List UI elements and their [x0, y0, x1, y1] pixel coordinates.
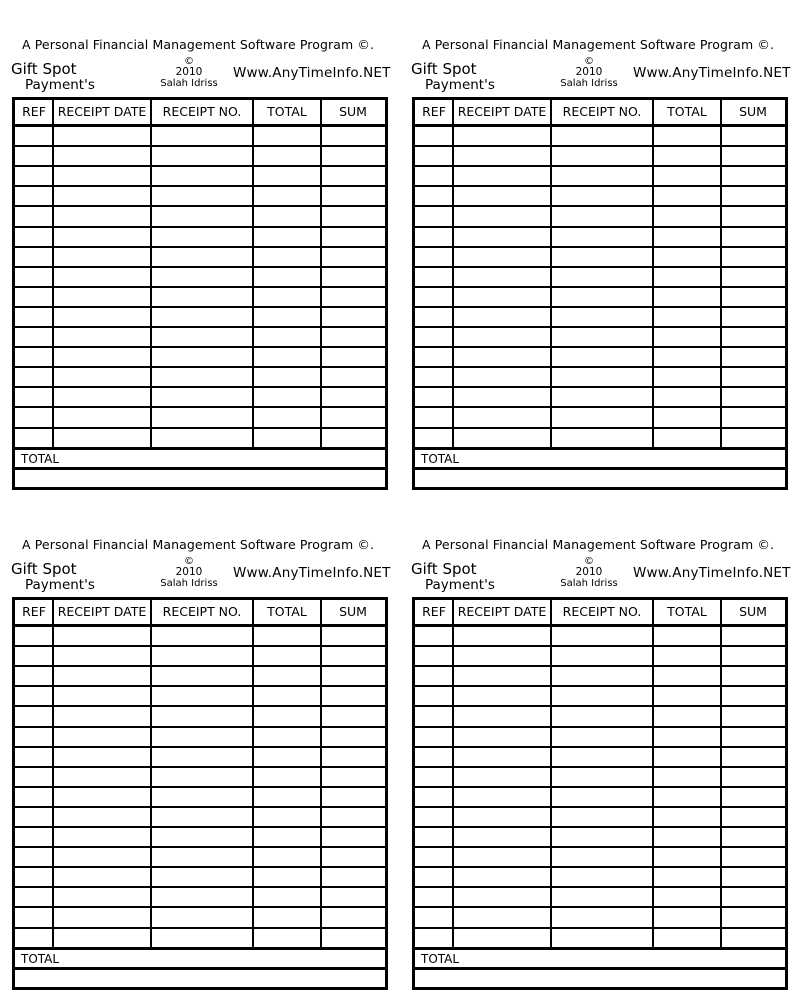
- col-head-total: TOTAL: [267, 604, 307, 619]
- col-head-sum: SUM: [739, 604, 767, 619]
- row-divider: [415, 205, 785, 207]
- table-header-row: [415, 600, 785, 627]
- col-head-receipt-date: RECEIPT DATE: [457, 604, 547, 619]
- row-divider: [415, 906, 785, 908]
- copyright-block: [556, 556, 622, 589]
- ledger-table: [12, 597, 388, 990]
- total-label: TOTAL: [21, 452, 60, 466]
- app-subtitle: Payment's: [25, 577, 95, 593]
- row-divider: [415, 826, 785, 828]
- table-row[interactable]: [415, 328, 785, 346]
- row-divider: [15, 266, 385, 268]
- row-divider: [15, 846, 385, 848]
- table-row[interactable]: [15, 848, 385, 866]
- row-divider: [415, 366, 785, 368]
- total-row[interactable]: [15, 449, 385, 469]
- col-head-total: TOTAL: [667, 104, 707, 119]
- table-row[interactable]: [15, 228, 385, 246]
- table-row[interactable]: [415, 667, 785, 685]
- website-link: Www.AnyTimeInfo.NET: [233, 565, 391, 581]
- table-row[interactable]: [15, 248, 385, 266]
- total-row[interactable]: [15, 949, 385, 969]
- table-row[interactable]: [15, 388, 385, 406]
- col-head-sum: SUM: [339, 104, 367, 119]
- total-value-row[interactable]: [415, 470, 785, 487]
- table-row[interactable]: [15, 429, 385, 447]
- row-divider: [15, 927, 385, 929]
- row-divider: [15, 406, 385, 408]
- row-divider: [15, 205, 385, 207]
- copyright-author: Salah Idriss: [560, 578, 618, 589]
- table-row[interactable]: [15, 768, 385, 786]
- row-divider: [15, 165, 385, 167]
- table-row[interactable]: [15, 268, 385, 286]
- col-head-sum: SUM: [339, 604, 367, 619]
- table-row[interactable]: [415, 728, 785, 746]
- row-divider: [15, 226, 385, 228]
- col-head-ref: REF: [22, 104, 46, 119]
- table-row[interactable]: [415, 368, 785, 386]
- table-row[interactable]: [415, 388, 785, 406]
- total-row[interactable]: [415, 449, 785, 469]
- website-link: Www.AnyTimeInfo.NET: [233, 65, 391, 81]
- row-divider: [415, 286, 785, 288]
- app-title: Gift Spot: [411, 60, 477, 78]
- row-divider: [415, 427, 785, 429]
- table-header-row: [415, 100, 785, 127]
- col-head-receipt-no: RECEIPT NO.: [162, 604, 242, 619]
- table-row[interactable]: [415, 207, 785, 225]
- copyright-year: 2010: [575, 66, 603, 78]
- table-row[interactable]: [415, 288, 785, 306]
- row-divider: [415, 645, 785, 647]
- website-link: Www.AnyTimeInfo.NET: [633, 565, 791, 581]
- ledger-table: [412, 597, 788, 990]
- table-row[interactable]: [15, 348, 385, 366]
- row-divider: [415, 346, 785, 348]
- copyright-year: 2010: [175, 566, 203, 578]
- row-divider: [415, 165, 785, 167]
- copyright-author: Salah Idriss: [160, 578, 218, 589]
- row-divider: [15, 326, 385, 328]
- table-row[interactable]: [415, 808, 785, 826]
- row-divider: [415, 786, 785, 788]
- copyright-year: 2010: [175, 66, 203, 78]
- row-divider: [415, 866, 785, 868]
- app-subtitle: Payment's: [25, 77, 95, 93]
- table-row[interactable]: [415, 888, 785, 906]
- table-row[interactable]: [15, 828, 385, 846]
- row-divider: [15, 427, 385, 429]
- table-row[interactable]: [15, 187, 385, 205]
- total-label: TOTAL: [421, 452, 460, 466]
- table-row[interactable]: [415, 828, 785, 846]
- row-divider: [15, 306, 385, 308]
- total-row[interactable]: [415, 949, 785, 969]
- row-divider: [415, 705, 785, 707]
- row-divider: [15, 866, 385, 868]
- copyright-symbol: ©: [184, 556, 194, 567]
- table-row[interactable]: [15, 908, 385, 926]
- program-line: A Personal Financial Management Software Program ©.: [422, 37, 775, 52]
- table-row[interactable]: [415, 687, 785, 705]
- payment-sheet: [410, 34, 790, 504]
- row-divider: [415, 386, 785, 388]
- row-divider: [15, 886, 385, 888]
- ledger-table: [412, 97, 788, 490]
- table-row[interactable]: [15, 667, 385, 685]
- row-divider: [415, 886, 785, 888]
- table-row[interactable]: [15, 647, 385, 665]
- table-row[interactable]: [15, 207, 385, 225]
- col-head-ref: REF: [422, 104, 446, 119]
- row-divider: [15, 366, 385, 368]
- row-divider: [15, 705, 385, 707]
- row-divider: [15, 826, 385, 828]
- table-row[interactable]: [15, 127, 385, 145]
- copyright-block: [156, 556, 222, 589]
- app-subtitle: Payment's: [425, 577, 495, 593]
- row-divider: [15, 726, 385, 728]
- table-row[interactable]: [415, 127, 785, 145]
- row-divider: [415, 266, 785, 268]
- row-divider: [15, 286, 385, 288]
- copyright-symbol: ©: [184, 56, 194, 67]
- table-row[interactable]: [15, 929, 385, 947]
- table-row[interactable]: [15, 728, 385, 746]
- table-row[interactable]: [15, 868, 385, 886]
- row-divider: [415, 685, 785, 687]
- app-title: Gift Spot: [11, 560, 77, 578]
- copyright-symbol: ©: [584, 556, 594, 567]
- table-row[interactable]: [15, 308, 385, 326]
- table-row[interactable]: [415, 748, 785, 766]
- row-divider: [415, 185, 785, 187]
- row-divider: [15, 346, 385, 348]
- copyright-author: Salah Idriss: [160, 78, 218, 89]
- col-head-receipt-no: RECEIPT NO.: [562, 104, 642, 119]
- table-row[interactable]: [15, 408, 385, 426]
- row-divider: [15, 746, 385, 748]
- table-row[interactable]: [15, 808, 385, 826]
- row-divider: [415, 406, 785, 408]
- website-link: Www.AnyTimeInfo.NET: [633, 65, 791, 81]
- row-divider: [415, 326, 785, 328]
- row-divider: [15, 806, 385, 808]
- col-head-receipt-date: RECEIPT DATE: [457, 104, 547, 119]
- table-row[interactable]: [415, 627, 785, 645]
- copyright-author: Salah Idriss: [560, 78, 618, 89]
- row-divider: [15, 906, 385, 908]
- row-divider: [415, 766, 785, 768]
- table-row[interactable]: [415, 647, 785, 665]
- table-row[interactable]: [415, 268, 785, 286]
- table-header-row: [15, 100, 385, 127]
- table-row[interactable]: [15, 707, 385, 725]
- table-row[interactable]: [415, 147, 785, 165]
- table-row[interactable]: [415, 248, 785, 266]
- col-head-receipt-date: RECEIPT DATE: [57, 104, 147, 119]
- program-line: A Personal Financial Management Software Program ©.: [22, 537, 375, 552]
- row-divider: [415, 726, 785, 728]
- table-row[interactable]: [415, 308, 785, 326]
- ledger-table: [12, 97, 388, 490]
- row-divider: [15, 145, 385, 147]
- table-row[interactable]: [415, 348, 785, 366]
- table-row[interactable]: [15, 167, 385, 185]
- table-row[interactable]: [415, 929, 785, 947]
- row-divider: [415, 806, 785, 808]
- row-divider: [415, 846, 785, 848]
- row-divider: [415, 226, 785, 228]
- row-divider: [15, 685, 385, 687]
- payment-sheet: [10, 534, 390, 1004]
- table-row[interactable]: [415, 228, 785, 246]
- row-divider: [15, 766, 385, 768]
- row-divider: [415, 145, 785, 147]
- row-divider: [415, 746, 785, 748]
- table-row[interactable]: [15, 288, 385, 306]
- row-divider: [15, 645, 385, 647]
- table-row[interactable]: [415, 788, 785, 806]
- table-row[interactable]: [15, 687, 385, 705]
- table-row[interactable]: [415, 429, 785, 447]
- col-head-ref: REF: [422, 604, 446, 619]
- row-divider: [415, 927, 785, 929]
- col-head-receipt-no: RECEIPT NO.: [562, 604, 642, 619]
- row-divider: [15, 386, 385, 388]
- copyright-symbol: ©: [584, 56, 594, 67]
- app-title: Gift Spot: [411, 560, 477, 578]
- row-divider: [415, 246, 785, 248]
- app-subtitle: Payment's: [425, 77, 495, 93]
- row-divider: [15, 246, 385, 248]
- program-line: A Personal Financial Management Software Program ©.: [422, 537, 775, 552]
- total-value-row[interactable]: [415, 970, 785, 987]
- col-head-total: TOTAL: [267, 104, 307, 119]
- table-row[interactable]: [15, 368, 385, 386]
- row-divider: [415, 306, 785, 308]
- col-head-sum: SUM: [739, 104, 767, 119]
- row-divider: [15, 185, 385, 187]
- total-label: TOTAL: [421, 952, 460, 966]
- copyright-block: [156, 56, 222, 89]
- table-row[interactable]: [415, 768, 785, 786]
- table-row[interactable]: [415, 848, 785, 866]
- table-row[interactable]: [415, 707, 785, 725]
- table-header-row: [15, 600, 385, 627]
- col-head-total: TOTAL: [667, 604, 707, 619]
- row-divider: [15, 665, 385, 667]
- total-label: TOTAL: [21, 952, 60, 966]
- table-row[interactable]: [415, 908, 785, 926]
- col-head-receipt-no: RECEIPT NO.: [162, 104, 242, 119]
- app-title: Gift Spot: [11, 60, 77, 78]
- table-row[interactable]: [15, 147, 385, 165]
- copyright-year: 2010: [575, 566, 603, 578]
- total-value-row[interactable]: [15, 470, 385, 487]
- total-value-row[interactable]: [15, 970, 385, 987]
- table-row[interactable]: [415, 167, 785, 185]
- table-row[interactable]: [415, 868, 785, 886]
- program-line: A Personal Financial Management Software Program ©.: [22, 37, 375, 52]
- row-divider: [415, 665, 785, 667]
- payment-sheet: [410, 534, 790, 1004]
- copyright-block: [556, 56, 622, 89]
- table-row[interactable]: [415, 187, 785, 205]
- table-row[interactable]: [415, 408, 785, 426]
- col-head-ref: REF: [22, 604, 46, 619]
- table-row[interactable]: [15, 788, 385, 806]
- row-divider: [15, 786, 385, 788]
- col-head-receipt-date: RECEIPT DATE: [57, 604, 147, 619]
- table-row[interactable]: [15, 748, 385, 766]
- table-row[interactable]: [15, 627, 385, 645]
- table-row[interactable]: [15, 328, 385, 346]
- table-row[interactable]: [15, 888, 385, 906]
- payment-sheet: [10, 34, 390, 504]
